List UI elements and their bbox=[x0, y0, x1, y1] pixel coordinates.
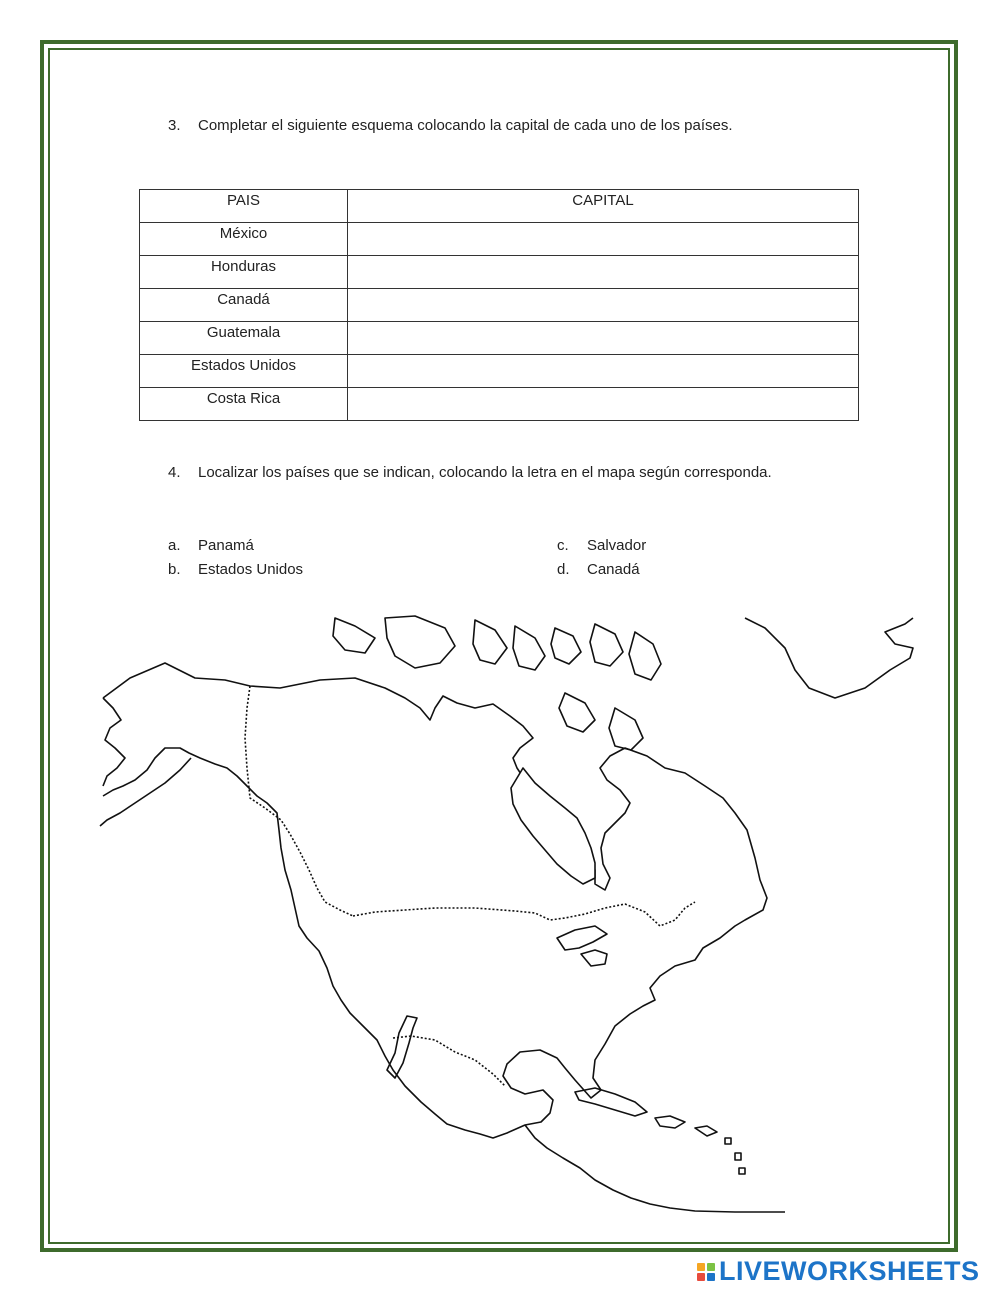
header-pais: PAIS bbox=[140, 190, 348, 223]
option-letter: d. bbox=[557, 561, 570, 578]
arctic-islands bbox=[333, 616, 661, 750]
question-4 bbox=[168, 464, 772, 481]
capital-answer-cell[interactable] bbox=[348, 289, 859, 322]
option-d bbox=[557, 561, 640, 578]
border-canada-usa bbox=[353, 902, 695, 926]
logo-block bbox=[697, 1273, 705, 1281]
capitals-table bbox=[139, 189, 859, 421]
table-row bbox=[140, 256, 859, 289]
table-row bbox=[140, 223, 859, 256]
option-letter: b. bbox=[168, 561, 181, 578]
great-lakes bbox=[557, 926, 607, 966]
capital-answer-cell[interactable] bbox=[348, 388, 859, 421]
option-label: Panamá bbox=[198, 537, 254, 554]
hudson-bay bbox=[511, 768, 595, 884]
country-cell: Costa Rica bbox=[140, 388, 348, 421]
capital-answer-cell[interactable] bbox=[348, 322, 859, 355]
question-3-text: Completar el siguiente esquema colocando la capital de cada uno de los países. bbox=[198, 117, 733, 134]
capital-answer-cell[interactable] bbox=[348, 256, 859, 289]
logo-text: LIVEWORKSHEETS bbox=[719, 1256, 980, 1286]
north-america-map-icon[interactable] bbox=[95, 608, 917, 1216]
option-b bbox=[168, 561, 303, 578]
table-header-row bbox=[140, 190, 859, 223]
map-coastline bbox=[103, 663, 767, 1138]
logo-blocks-icon bbox=[697, 1263, 715, 1281]
border-alaska-canada bbox=[245, 686, 353, 916]
question-4-number: 4. bbox=[168, 464, 181, 481]
alaska-peninsula bbox=[100, 758, 191, 826]
country-cell: Guatemala bbox=[140, 322, 348, 355]
logo-block bbox=[697, 1263, 705, 1271]
caribbean-islands bbox=[655, 1116, 745, 1174]
option-label: Estados Unidos bbox=[198, 561, 304, 578]
option-label: Canadá bbox=[587, 561, 640, 578]
central-america bbox=[525, 1125, 785, 1212]
country-cell: Canadá bbox=[140, 289, 348, 322]
option-c bbox=[557, 537, 646, 554]
option-a bbox=[168, 537, 254, 554]
logo-block bbox=[707, 1263, 715, 1271]
option-letter: a. bbox=[168, 537, 181, 554]
header-capital: CAPITAL bbox=[348, 190, 859, 223]
country-cell: Estados Unidos bbox=[140, 355, 348, 388]
table-row bbox=[140, 322, 859, 355]
question-3-number: 3. bbox=[168, 117, 181, 134]
alaska-outer bbox=[103, 698, 125, 786]
table-row bbox=[140, 355, 859, 388]
liveworksheets-logo bbox=[697, 1256, 980, 1287]
country-cell: Honduras bbox=[140, 256, 348, 289]
greenland bbox=[745, 618, 913, 698]
option-letter: c. bbox=[557, 537, 569, 554]
logo-block bbox=[707, 1273, 715, 1281]
country-cell: México bbox=[140, 223, 348, 256]
capital-answer-cell[interactable] bbox=[348, 223, 859, 256]
question-3 bbox=[168, 117, 733, 134]
table-row bbox=[140, 388, 859, 421]
question-4-text: Localizar los países que se indican, colocando la letra en el mapa según corresponda. bbox=[198, 464, 772, 481]
option-label: Salvador bbox=[587, 537, 647, 554]
table-row bbox=[140, 289, 859, 322]
capital-answer-cell[interactable] bbox=[348, 355, 859, 388]
border-usa-mexico bbox=[393, 1036, 505, 1086]
